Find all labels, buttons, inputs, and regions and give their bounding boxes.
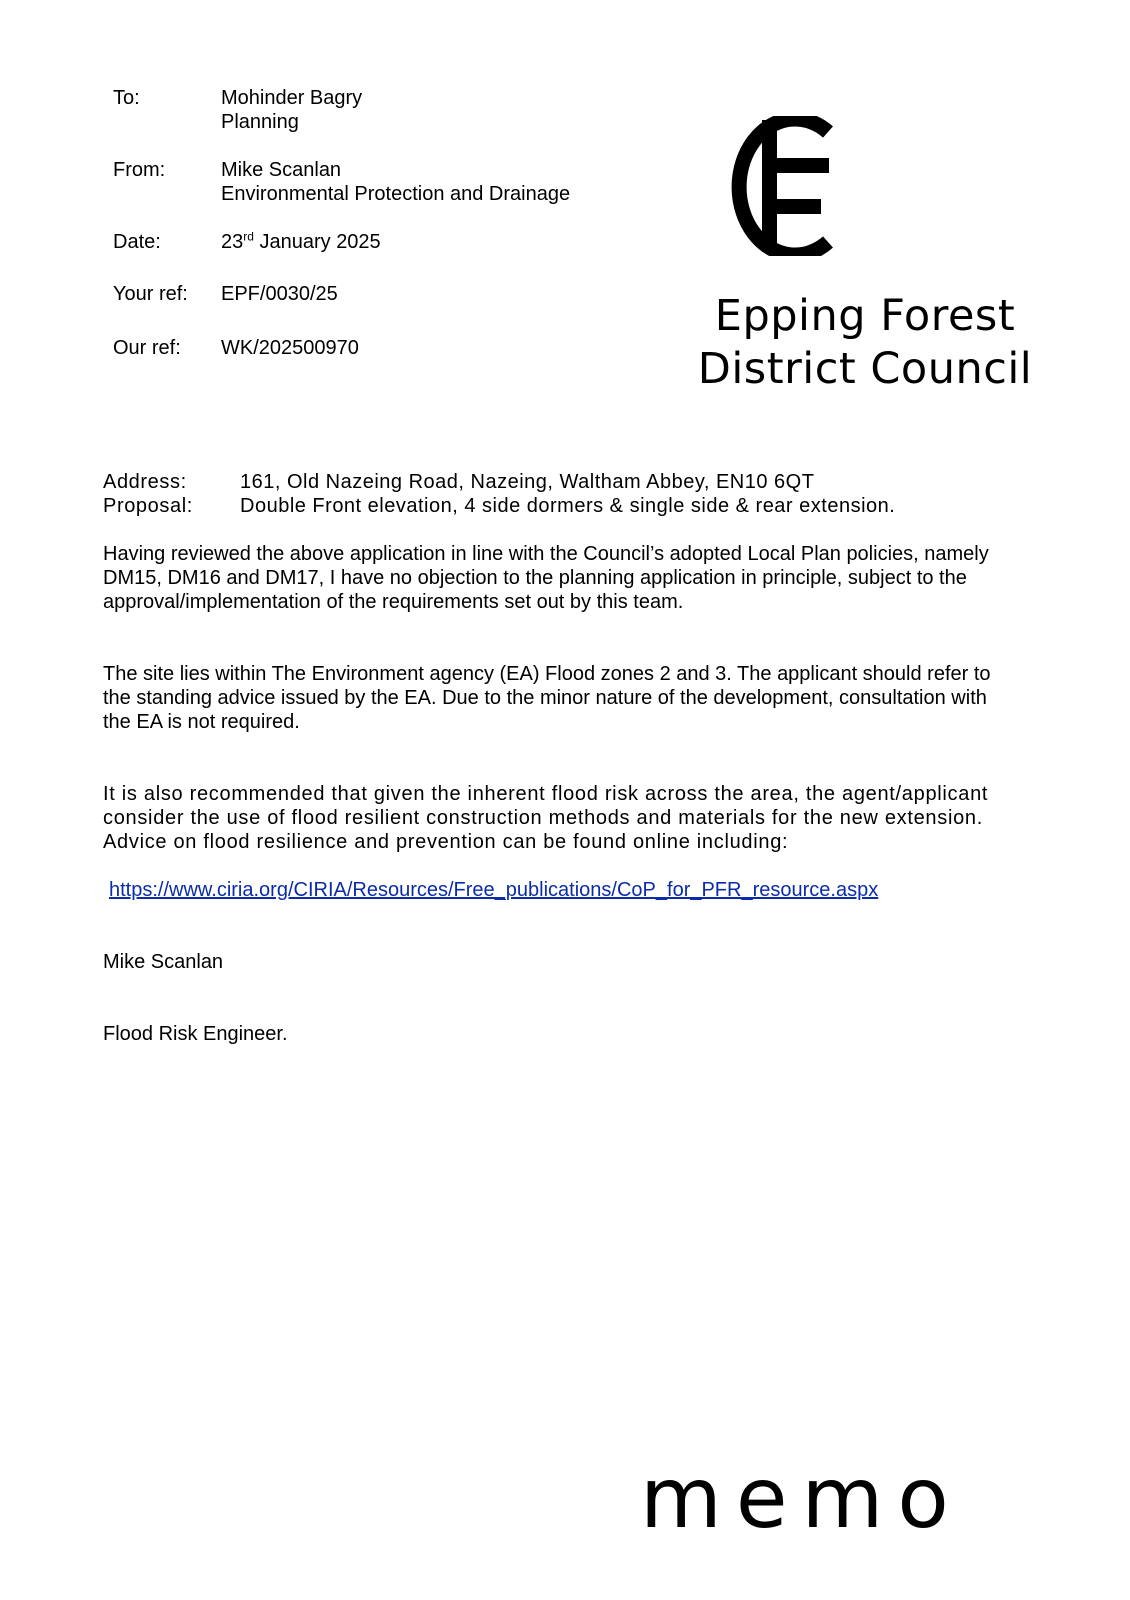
paragraph-policy: Having reviewed the above application in line with the Council’s adopted Local Plan policies, namely DM15, DM16 and DM17, I have no objection to the planning application in principle, subject to the approval/implementation of the requirements set out by this team. xyxy=(103,543,989,613)
paragraph-flood-resilience: It is also recommended that given the inherent flood risk across the area, the agent/applicant consider the use of flood resilient construction methods and materials for the new extension. Advice on flood resilience and prevention can be found online including: xyxy=(103,783,989,853)
proposal-label: Proposal: xyxy=(103,495,193,517)
address-label: Address: xyxy=(103,471,187,493)
date-month-year: January 2025 xyxy=(253,231,381,253)
to-department: Planning xyxy=(221,111,299,133)
paragraph-flood-zones: The site lies within The Environment agency (EA) Flood zones 2 and 3. The applicant should refer to the standing advice issued by the EA. Due to the minor nature of the development, consultation with the EA is not required. xyxy=(103,663,991,733)
memo-wordmark: memo xyxy=(640,1449,963,1547)
address-value: 161, Old Nazeing Road, Nazeing, Waltham Abbey, EN10 6QT xyxy=(240,471,815,493)
date-label: Date: xyxy=(113,231,161,253)
council-name-line2: District Council xyxy=(697,344,1033,394)
date-day: 23 xyxy=(221,231,244,253)
date-value xyxy=(221,230,381,254)
from-label: From: xyxy=(113,159,166,181)
to-label: To: xyxy=(113,87,140,109)
our-ref-label: Our ref: xyxy=(113,337,181,359)
date-ordinal-suffix: rd xyxy=(243,229,254,244)
signature-name: Mike Scanlan xyxy=(103,951,224,973)
council-logo-icon xyxy=(716,116,834,256)
our-ref-value: WK/202500970 xyxy=(221,337,359,359)
council-name xyxy=(690,290,1040,396)
ciria-resource-link[interactable]: https://www.ciria.org/CIRIA/Resources/Free_publications/CoP_for_PFR_resource.aspx xyxy=(109,879,879,901)
your-ref-value: EPF/0030/25 xyxy=(221,283,338,305)
proposal-value: Double Front elevation, 4 side dormers & single side & rear extension. xyxy=(240,495,896,517)
from-department: Environmental Protection and Drainage xyxy=(221,183,571,205)
from-name: Mike Scanlan xyxy=(221,159,342,181)
to-name: Mohinder Bagry xyxy=(221,87,363,109)
council-name-line1: Epping Forest xyxy=(714,291,1016,341)
signature-title: Flood Risk Engineer. xyxy=(103,1023,288,1045)
your-ref-label: Your ref: xyxy=(113,283,188,305)
